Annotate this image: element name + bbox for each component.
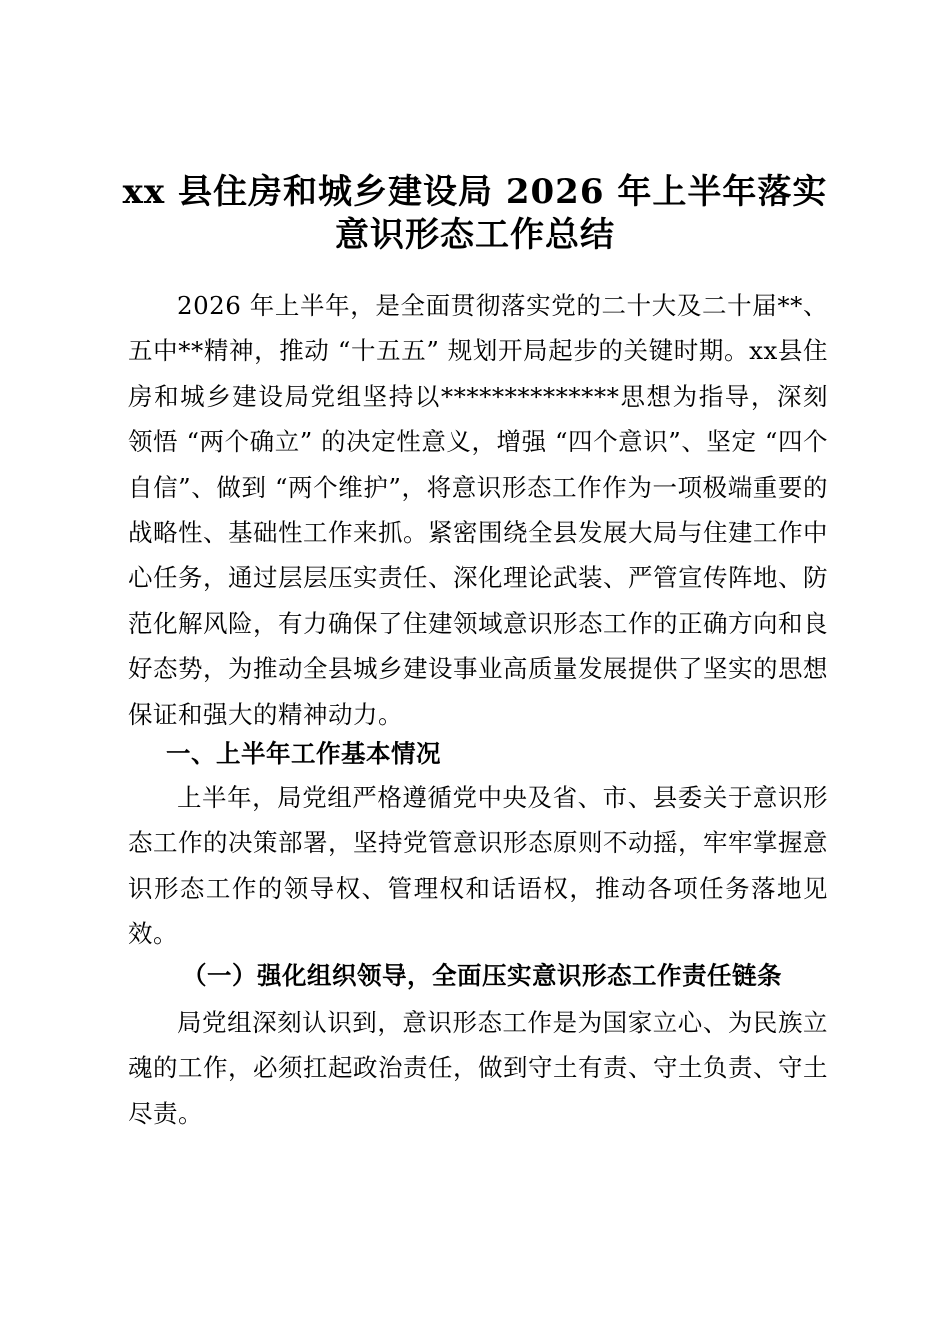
section1-heading: 一、上半年工作基本情况 bbox=[166, 739, 441, 768]
document-title-line1: xx 县住房和城乡建设局 2026 年上半年落实 bbox=[122, 172, 828, 212]
intro-paragraph: 2026 年上半年，是全面贯彻落实党的二十大及二十届**、五中**精神，推动 “十五五” 规划开局起步的关键时期。xx县住房和城乡建设局党组坚持以**************思想为指导，深刻领悟 “两个确立” 的决定性意义，增强 “四个意识”、坚定 “四个自信”、做到 “两个维护”，将意识形态工作作为一项极端重要的战略性、基础性工作来抓。紧密围绕全县发展大局与住建工作中心任务，通过层层压实责任、深化理论武装、严管宣传阵地、防范化解风险，有力确保了住建领域意识形态工作的正确方向和良好态势，为推动全县城乡建设事业高质量发展提供了坚实的思想保证和强大的精神动力。 bbox=[128, 291, 828, 729]
subsection1-heading: （一）强化组织领导，全面压实意识形态工作责任链条 bbox=[182, 961, 782, 990]
section1-paragraph: 上半年，局党组严格遵循党中央及省、市、县委关于意识形态工作的决策部署，坚持党管意识形态原则不动摇，牢牢掌握意识形态工作的领导权、管理权和话语权，推动各项任务落地见效。 bbox=[128, 783, 828, 949]
document-title-line2: 意识形态工作总结 bbox=[335, 215, 615, 255]
subsection1-paragraph: 局党组深刻认识到，意识形态工作是为国家立心、为民族立魂的工作，必须扛起政治责任，做到守土有责、守土负责、守土尽责。 bbox=[128, 1008, 828, 1128]
